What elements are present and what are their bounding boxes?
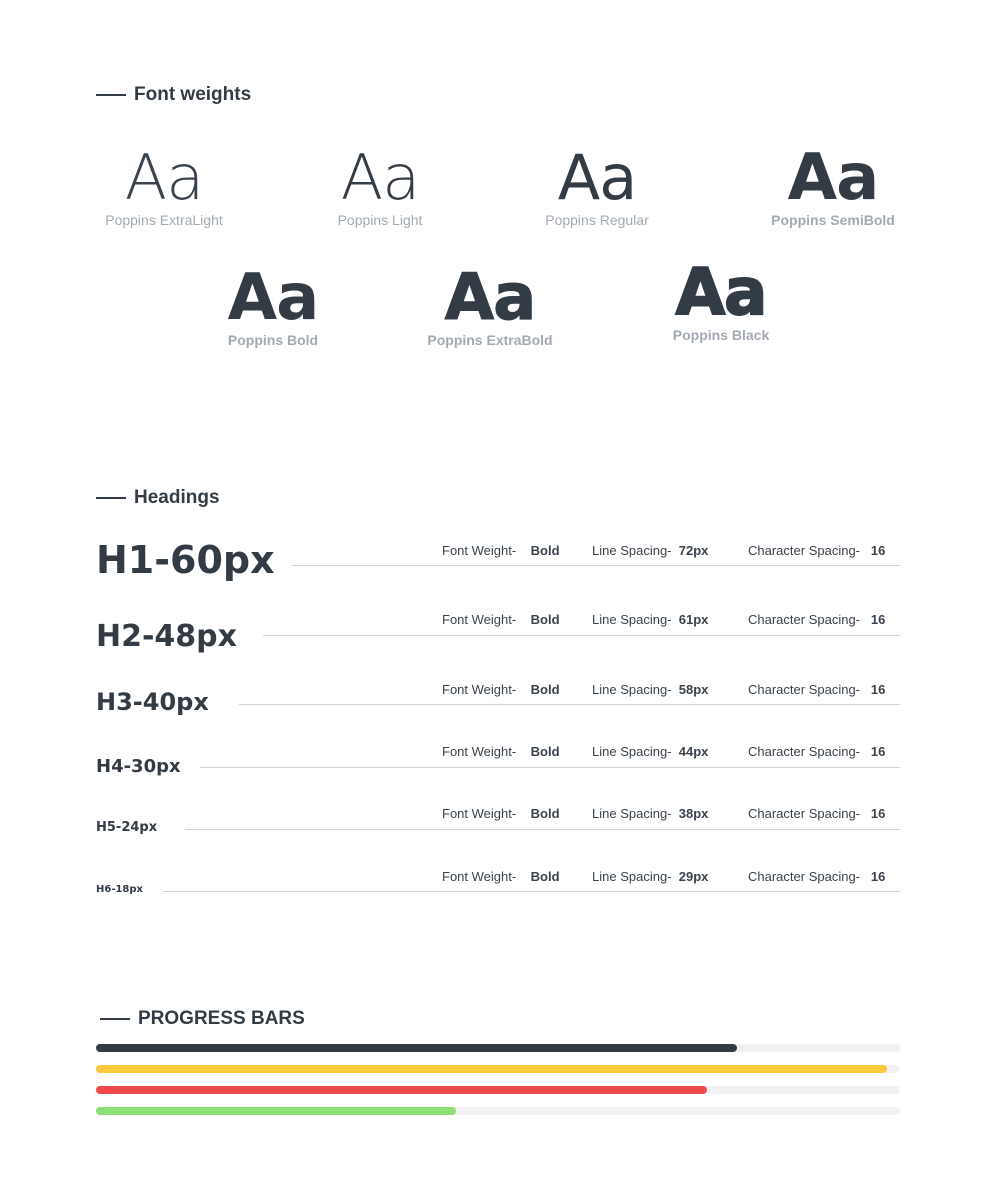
char-spacing-meta: Character Spacing- 16: [748, 869, 886, 884]
heading-sample-h1: H1-60px: [96, 538, 275, 582]
heading-row-h1: [96, 536, 900, 586]
heading-sample-h3: H3-40px: [96, 688, 209, 716]
progress-bar-fill: [96, 1065, 887, 1073]
specimen-caption: Poppins SemiBold: [771, 212, 895, 228]
heading-rule: [163, 891, 900, 892]
heading-row-h5: [96, 801, 900, 841]
font-weight-meta: Font Weight- Bold: [442, 612, 560, 627]
heading-sample-h6: H6-18px: [96, 884, 144, 895]
title-dash: [96, 497, 126, 499]
title-dash: [100, 1018, 130, 1020]
progress-bar-fill: [96, 1107, 456, 1115]
specimen-caption: Poppins Black: [672, 327, 770, 343]
heading-sample-h2: H2-48px: [96, 619, 238, 654]
progress-bar-track: [96, 1044, 900, 1052]
heading-rule: [200, 767, 900, 768]
font-weight-meta: Font Weight- Bold: [442, 869, 560, 884]
progress-bar-track: [96, 1107, 900, 1115]
specimen-regular: [497, 141, 697, 228]
font-weight-meta: Font Weight- Bold: [442, 744, 560, 759]
specimen-extrabold: [390, 261, 590, 348]
specimen-glyph: Aa: [787, 141, 879, 215]
font-weights-title: [96, 84, 251, 106]
headings-title-text: Headings: [134, 487, 220, 508]
char-spacing-meta: Character Spacing- 16: [748, 612, 886, 627]
heading-rule: [292, 565, 900, 566]
specimen-extralight: [64, 141, 264, 228]
font-weights-title-text: Font weights: [134, 84, 252, 105]
specimen-caption: Poppins ExtraBold: [427, 332, 553, 348]
char-spacing-meta: Character Spacing- 16: [748, 806, 886, 821]
line-spacing-meta: Line Spacing- 29px: [592, 869, 709, 884]
title-dash: [96, 94, 126, 96]
heading-row-h4: [96, 739, 900, 779]
specimen-glyph: Aa: [227, 261, 319, 335]
specimen-glyph: Aa: [557, 141, 637, 214]
progress-bars-title-text: PROGRESS BARS: [138, 1008, 305, 1029]
line-spacing-meta: Line Spacing- 72px: [592, 543, 709, 558]
font-weight-meta: Font Weight- Bold: [442, 543, 560, 558]
line-spacing-meta: Line Spacing- 58px: [592, 682, 709, 697]
specimen-caption: Poppins Regular: [545, 212, 649, 228]
progress-bars-title: [100, 1008, 305, 1030]
heading-rule: [185, 829, 900, 830]
font-weight-meta: Font Weight- Bold: [442, 806, 560, 821]
heading-row-h2: [96, 606, 900, 652]
progress-bar-fill: [96, 1086, 707, 1094]
progress-bar-track: [96, 1086, 900, 1094]
specimen-glyph: Aa: [444, 261, 536, 335]
progress-bar-track: [96, 1065, 900, 1073]
specimen-glyph: Aa: [340, 141, 420, 214]
char-spacing-meta: Character Spacing- 16: [748, 744, 886, 759]
specimen-black: [621, 256, 821, 343]
heading-row-h6: [96, 864, 900, 904]
specimen-bold: [173, 261, 373, 348]
heading-rule: [239, 704, 900, 705]
specimen-semibold: [733, 141, 933, 228]
specimen-caption: Poppins Bold: [227, 332, 319, 348]
headings-title: [96, 487, 220, 509]
line-spacing-meta: Line Spacing- 44px: [592, 744, 709, 759]
specimen-caption: Poppins Light: [337, 212, 423, 228]
line-spacing-meta: Line Spacing- 61px: [592, 612, 709, 627]
char-spacing-meta: Character Spacing- 16: [748, 543, 886, 558]
font-weight-meta: Font Weight- Bold: [442, 682, 560, 697]
char-spacing-meta: Character Spacing- 16: [748, 682, 886, 697]
heading-row-h3: [96, 676, 900, 718]
progress-bar-fill: [96, 1044, 737, 1052]
line-spacing-meta: Line Spacing- 38px: [592, 806, 709, 821]
specimen-glyph: Aa: [675, 256, 767, 330]
specimen-glyph: Aa: [124, 141, 204, 214]
specimen-caption: Poppins ExtraLight: [105, 212, 223, 228]
heading-sample-h4: H4-30px: [96, 756, 181, 777]
heading-sample-h5: H5-24px: [96, 820, 158, 835]
heading-rule: [263, 635, 900, 636]
specimen-light: [280, 141, 480, 228]
